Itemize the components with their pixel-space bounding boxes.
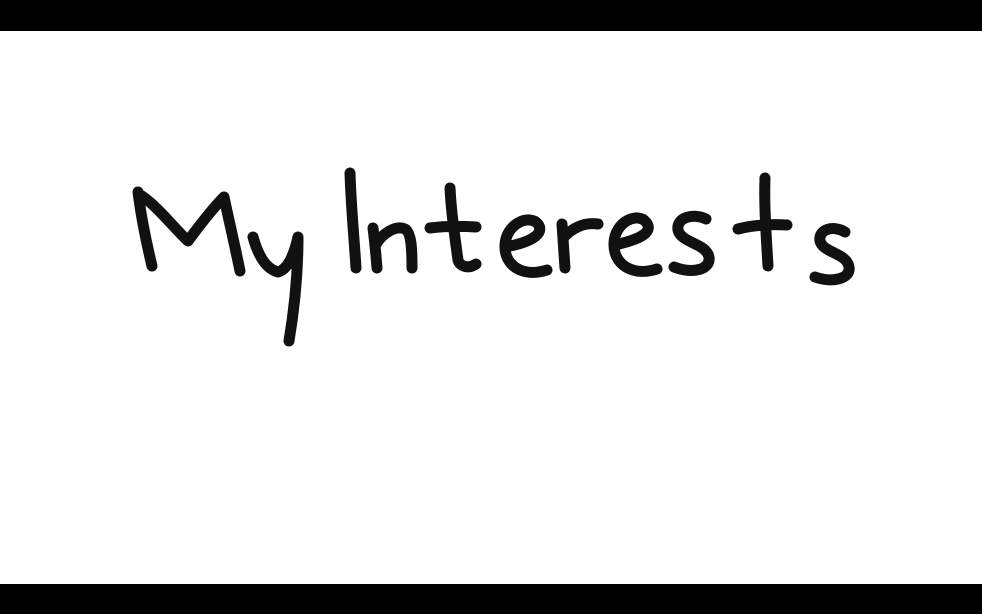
letter-e1 xyxy=(505,220,547,272)
letter-e2 xyxy=(614,218,657,271)
slide xyxy=(0,31,982,584)
handwritten-title xyxy=(0,31,982,584)
letter-r xyxy=(562,224,598,268)
letter-m-arch xyxy=(142,196,240,271)
letter-s1 xyxy=(674,216,709,270)
letter-n xyxy=(373,228,412,268)
letterbox-bottom xyxy=(0,584,982,614)
letter-s2 xyxy=(815,229,849,280)
letter-y xyxy=(253,237,298,341)
letter-t1 xyxy=(430,188,476,267)
letterbox-top xyxy=(0,0,982,31)
letter-i xyxy=(350,173,356,268)
letter-t2 xyxy=(738,178,787,266)
